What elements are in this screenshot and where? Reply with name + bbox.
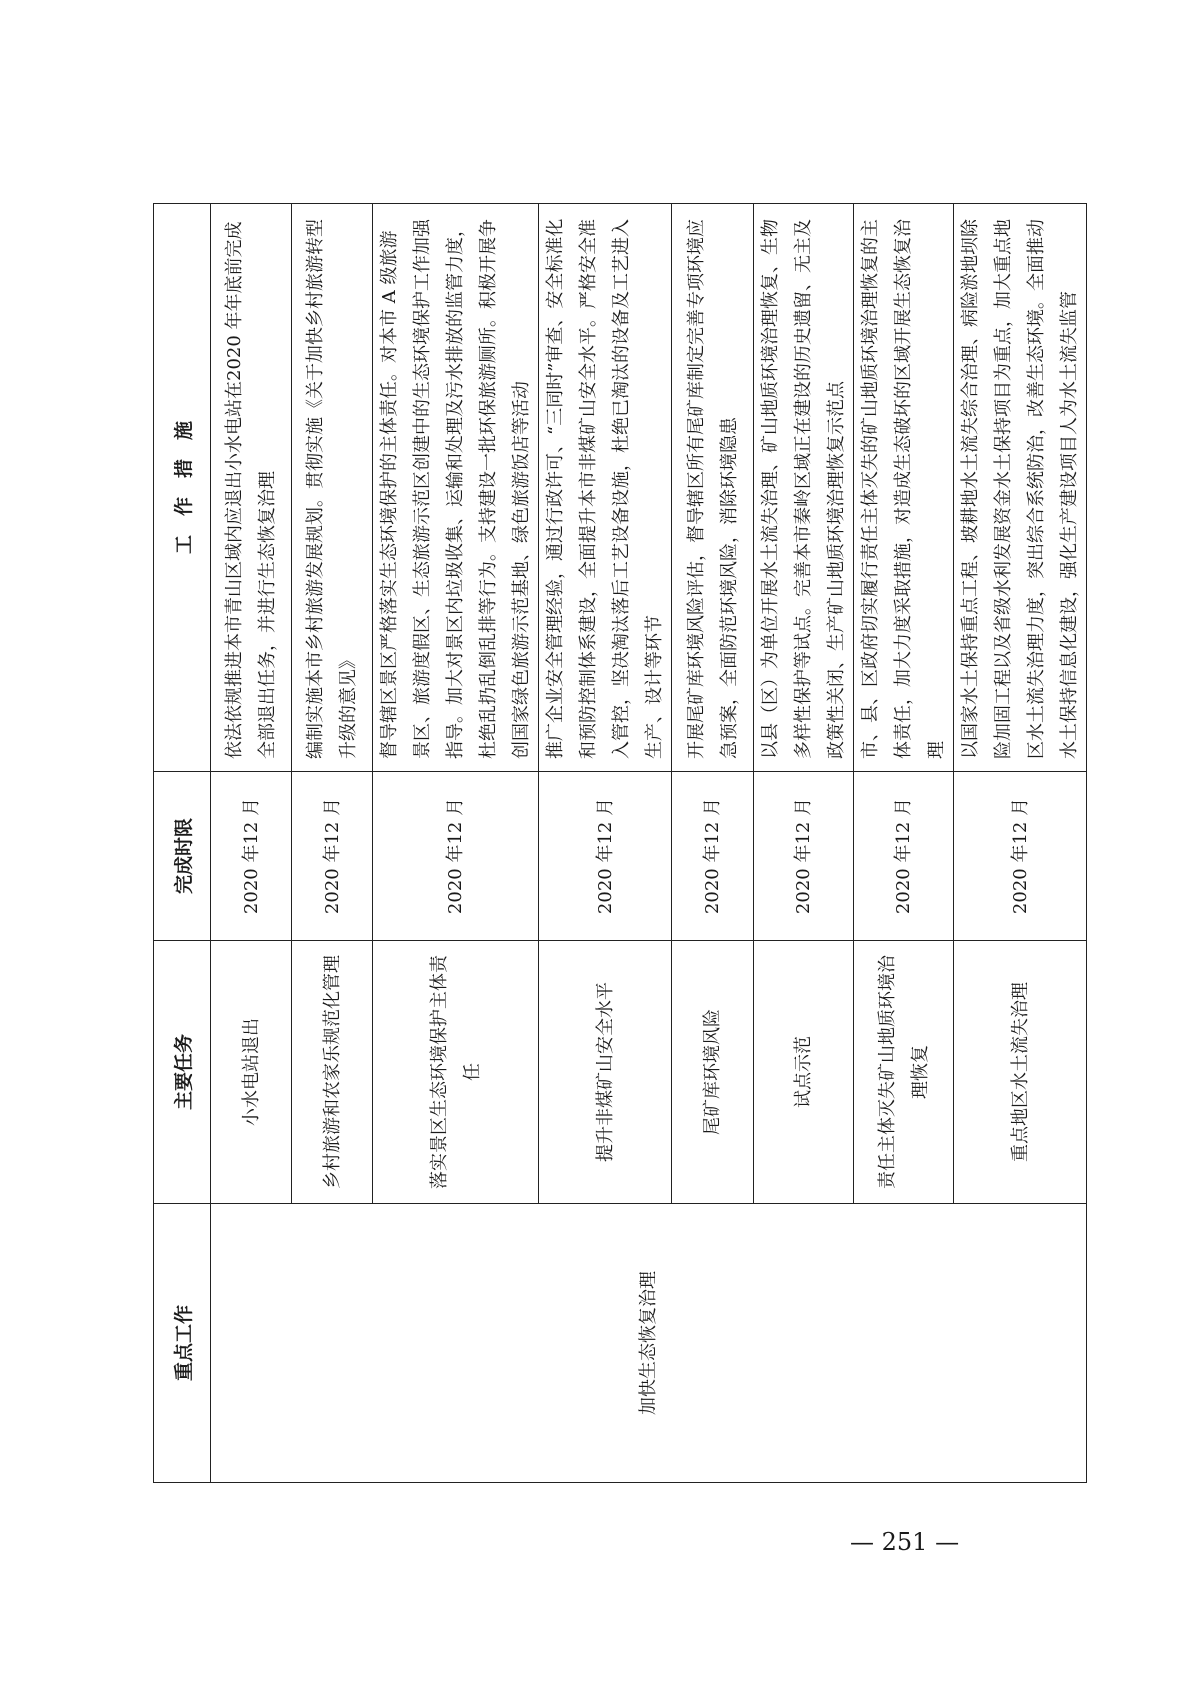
measures-cell: 市、县、区政府切实履行责任主体灭失的矿山地质环境治理恢复的主体责任，加大力度采取措施，对造成生态破坏的区域开展生态恢复治理 — [854, 204, 954, 772]
measures-cell: 以国家水土保持重点工程、坡耕地水土流失综合治理、病险淤地坝除险加固工程以及省级水利发展资金水土保持项目为重点，加大重点地区水土流失治理力度，突出综合系统防治，改善生态环境。全面推动水土保持信息化建设，强化生产建设项目人为水土流失监管 — [954, 204, 1087, 772]
header-key-work: 重点工作 — [154, 1204, 211, 1483]
task-cell: 提升非煤矿山安全水平 — [539, 941, 672, 1204]
measures-cell: 编制实施本市乡村旅游发展规划。贯彻实施《关于加快乡村旅游转型升级的意见》 — [292, 204, 373, 772]
deadline-cell: 2020 年12 月 — [211, 772, 292, 941]
deadline-cell: 2020 年12 月 — [854, 772, 954, 941]
measures-cell: 开展尾矿库环境风险评估，督导辖区所有尾矿库制定完善专项环境应急预案，全面防范环境风险，消除环境隐患 — [672, 204, 754, 772]
deadline-cell: 2020 年12 月 — [754, 772, 854, 941]
rotated-page-table — [153, 203, 1080, 1483]
measures-cell: 督导辖区景区严格落实生态环境保护的主体责任。对本市 A 级旅游景区、旅游度假区、生态旅游示范区创建中的生态环境保护工作加强指导。加大对景区内垃圾收集、运输和处理及污水排放的监管力度，杜绝乱扔乱倒乱排等行为。支持建设一批环保旅游厕所。积极开展争创国家绿色旅游示范基地、绿色旅游饭店等活动 — [373, 204, 539, 772]
deadline-cell: 2020 年12 月 — [373, 772, 539, 941]
task-cell: 重点地区水土流失治理 — [954, 941, 1087, 1204]
deadline-cell: 2020 年12 月 — [292, 772, 373, 941]
measures-cell: 依法依规推进本市青山区域内应退出小水电站在2020 年年底前完成全部退出任务，并进行生态恢复治理 — [211, 204, 292, 772]
task-cell: 小水电站退出 — [211, 941, 292, 1204]
work-measures-table — [153, 203, 1087, 1483]
task-cell: 落实景区生态环境保护主体责任 — [373, 941, 539, 1204]
key-work-text: 加快生态恢复治理 — [638, 1271, 659, 1415]
header-measures: 工 作 措 施 — [154, 204, 211, 772]
deadline-cell: 2020 年12 月 — [954, 772, 1087, 941]
deadline-cell: 2020 年12 月 — [539, 772, 672, 941]
task-cell: 责任主体灭失矿山地质环境治理恢复 — [854, 941, 954, 1204]
table-row — [211, 204, 292, 1483]
measures-cell: 以县（区）为单位开展水土流失治理、矿山地质环境治理恢复、生物多样性保护等试点。完善本市秦岭区域正在建设的历史遗留、无主及政策性关闭、生产矿山地质环境治理恢复示范点 — [754, 204, 854, 772]
table-header-row — [154, 204, 211, 1483]
deadline-cell: 2020 年12 月 — [672, 772, 754, 941]
measures-cell: 推广企业安全管理经验，通过行政许可、“三同时”审查、安全标准化和预防控制体系建设，全面提升本市非煤矿山安全水平。严格安全准入管控，坚决淘汰落后工艺设备设施，杜绝已淘汰的设备及工艺进入生产、设计等环节 — [539, 204, 672, 772]
key-work-cell — [211, 1204, 1087, 1483]
page-number: — 251 — — [850, 1528, 960, 1556]
task-cell: 试点示范 — [754, 941, 854, 1204]
task-cell: 尾矿库环境风险 — [672, 941, 754, 1204]
task-cell: 乡村旅游和农家乐规范化管理 — [292, 941, 373, 1204]
header-task: 主要任务 — [154, 941, 211, 1204]
header-deadline: 完成时限 — [154, 772, 211, 941]
